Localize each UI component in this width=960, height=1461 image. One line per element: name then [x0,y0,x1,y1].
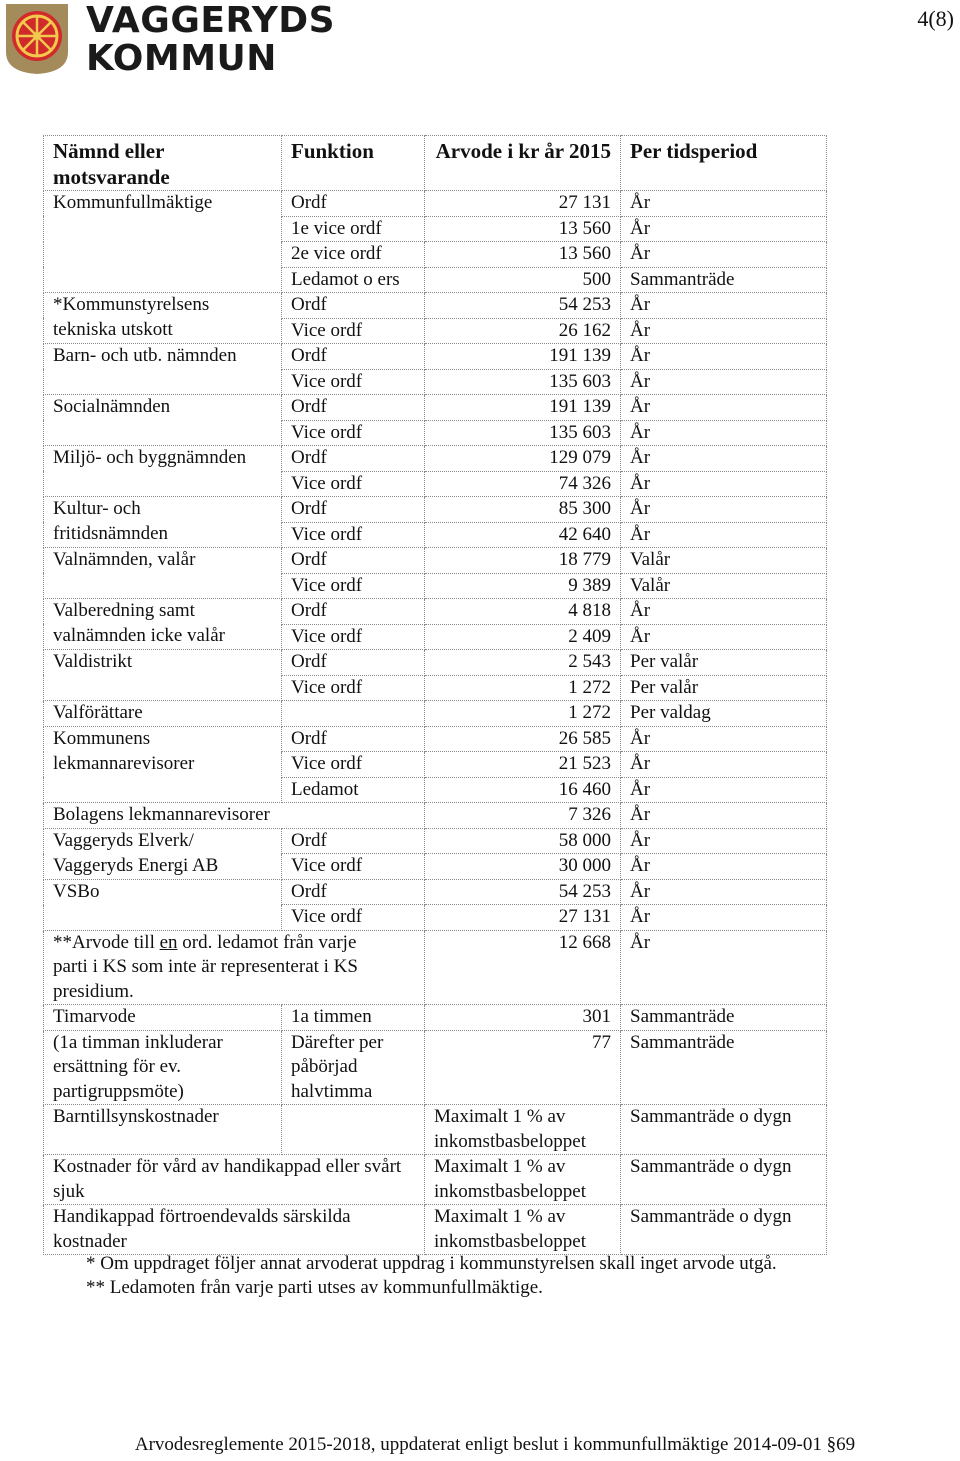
cell-function: Vice ordf [282,573,425,599]
cell-fee: 135 603 [425,420,621,446]
cell-fee: 13 560 [425,242,621,268]
cell-function: Ordf [282,191,425,217]
table-row [44,930,827,1005]
cell-fee: 30 000 [425,854,621,880]
table-row [44,854,827,880]
cell-fee: 54 253 [425,293,621,319]
cell-fee: 26 585 [425,726,621,752]
cell-body: Valförättare [44,701,282,727]
cell-fee: 129 079 [425,446,621,472]
cell-period: År [621,752,827,778]
cell-function: Ordf [282,497,425,523]
cell-fee: 21 523 [425,752,621,778]
cell-body [44,216,282,242]
page-footer: Arvodesreglemente 2015-2018, uppdaterat enligt beslut i kommunfullmäktige 2014-09-01 §69 [134,1434,856,1455]
table-row [44,650,827,676]
cell-period: År [621,216,827,242]
cell-function: 1e vice ordf [282,216,425,242]
table-row [44,446,827,472]
logo-line-2: KOMMUN [86,38,277,79]
cell-fee: 18 779 [425,548,621,574]
cell-function: Ordf [282,548,425,574]
cell-period: År [621,191,827,217]
cell-period: År [621,854,827,880]
cell-fee: 26 162 [425,318,621,344]
cell-period: Sammanträde o dygn [621,1105,827,1155]
cell-body: lekmannarevisorer [44,752,282,778]
cell-function: 1a timmen [282,1005,425,1031]
cell-period: Sammanträde o dygn [621,1205,827,1255]
cell-period: År [621,777,827,803]
table-row [44,471,827,497]
cell-fee: 27 131 [425,191,621,217]
cell-function: Ordf [282,293,425,319]
cell-fee: 58 000 [425,828,621,854]
cell-fee: 54 253 [425,879,621,905]
cell-function: Ledamot o ers [282,267,425,293]
cell-body: Handikappad förtroendevalds särskilda kostnader [44,1205,425,1255]
footnote-1: * Om uppdraget följer annat arvoderat uppdrag i kommunstyrelsen skall inget arvode utgå. [86,1253,777,1274]
cell-period: År [621,318,827,344]
cell-function: Ordf [282,599,425,625]
cell-period: År [621,803,827,829]
cell-period: År [621,726,827,752]
table-row [44,599,827,625]
cell-body [44,420,282,446]
cell-period: År [621,905,827,931]
cell-body [44,675,282,701]
table-header-row [44,136,827,191]
table-row [44,369,827,395]
cell-period: År [621,395,827,421]
table-row [44,395,827,421]
table-row [44,420,827,446]
cell-body: VSBo [44,879,282,905]
cell-function: Ordf [282,828,425,854]
table-row [44,267,827,293]
cell-fee: 13 560 [425,216,621,242]
cell-body-underlined: en [159,931,178,953]
cell-function: Vice ordf [282,854,425,880]
cell-fee: 191 139 [425,344,621,370]
cell-period: År [621,624,827,650]
page-number: 4(8) [917,6,954,31]
cell-fee: 500 [425,267,621,293]
cell-function: Vice ordf [282,420,425,446]
cell-fee: 191 139 [425,395,621,421]
fee-table [43,135,827,1255]
cell-body: Kostnader för vård av handikappad eller svårt sjuk [44,1155,425,1205]
cell-function [282,1105,425,1155]
cell-fee: 301 [425,1005,621,1031]
table-row [44,701,827,727]
cell-function: Vice ordf [282,471,425,497]
cell-period: Sammanträde [621,1030,827,1105]
cell-body [44,369,282,395]
cell-period: År [621,879,827,905]
cell-body: Kultur- och [44,497,282,523]
cell-body: Socialnämnden [44,395,282,421]
cell-fee: 27 131 [425,905,621,931]
cell-function: Ordf [282,395,425,421]
cell-body [44,267,282,293]
cell-period: År [621,369,827,395]
cell-function: Ledamot [282,777,425,803]
cell-period: Valår [621,573,827,599]
table-row [44,1155,827,1205]
cell-period: År [621,522,827,548]
table-row [44,726,827,752]
footnote-2: ** Ledamoten från varje parti utses av kommunfullmäktige. [86,1277,543,1298]
cell-function: Vice ordf [282,318,425,344]
cell-fee: 1 272 [425,701,621,727]
cell-fee: 12 668 [425,930,621,1005]
cell-period: År [621,930,827,1005]
cell-function: Ordf [282,650,425,676]
cell-fee: 9 389 [425,573,621,599]
cell-period: År [621,446,827,472]
table-row [44,1005,827,1031]
table-row [44,1030,827,1105]
cell-period: Per valår [621,650,827,676]
cell-period: Valår [621,548,827,574]
cell-function [282,701,425,727]
cell-period: År [621,293,827,319]
cell-fee: 4 818 [425,599,621,625]
cell-function: Vice ordf [282,905,425,931]
cell-body: Barntillsynskostnader [44,1105,282,1155]
cell-body-prefix: **Arvode till [53,931,160,953]
cell-fee: 2 543 [425,650,621,676]
cell-body [44,905,282,931]
cell-body: Kommunfullmäktige [44,191,282,217]
cell-fee: 74 326 [425,471,621,497]
table-row [44,1205,827,1255]
cell-period: Per valdag [621,701,827,727]
table-row [44,573,827,599]
cell-body [44,573,282,599]
cell-fee: 2 409 [425,624,621,650]
cell-body: (1a timman inkluderar ersättning för ev. partigruppsmöte) [44,1030,282,1105]
cell-fee: Maximalt 1 % av inkomstbasbeloppet [425,1205,621,1255]
cell-period: Sammanträde [621,1005,827,1031]
cell-function: Ordf [282,726,425,752]
header-function: Funktion [282,136,425,191]
cell-function: Ordf [282,344,425,370]
cell-fee: 135 603 [425,369,621,395]
cell-body: Kommunens [44,726,282,752]
cell-fee: 77 [425,1030,621,1105]
cell-function: Ordf [282,879,425,905]
cell-body: Valnämnden, valår [44,548,282,574]
cell-body: *Kommunstyrelsens [44,293,282,319]
cell-period: År [621,828,827,854]
table-row [44,522,827,548]
cell-body: Timarvode [44,1005,282,1031]
cell-period: År [621,471,827,497]
header-period: Per tidsperiod [621,136,827,191]
cell-fee: 42 640 [425,522,621,548]
cell-body: Bolagens lekmannarevisorer [44,803,425,829]
table-row [44,242,827,268]
cell-function: Vice ordf [282,369,425,395]
table-row [44,191,827,217]
cell-body [44,930,425,1005]
cell-function: 2e vice ordf [282,242,425,268]
cell-period: År [621,420,827,446]
table-row [44,497,827,523]
table-row [44,1105,827,1155]
cell-period: År [621,599,827,625]
cell-body: Valdistrikt [44,650,282,676]
cell-period: Per valår [621,675,827,701]
cell-period: Sammanträde [621,267,827,293]
cell-body [44,777,282,803]
cell-body: tekniska utskott [44,318,282,344]
table-row [44,828,827,854]
table-row [44,879,827,905]
table-row [44,318,827,344]
wheel-emblem-icon [4,2,70,76]
logo-line-1: VAGGERYDS [86,0,336,41]
table-row [44,803,827,829]
cell-function: Därefter per påbörjad halvtimma [282,1030,425,1105]
municipality-logo [4,0,336,79]
cell-function: Vice ordf [282,624,425,650]
cell-fee: 1 272 [425,675,621,701]
cell-fee: 16 460 [425,777,621,803]
table-row [44,624,827,650]
cell-body: Vaggeryds Energi AB [44,854,282,880]
table-row [44,752,827,778]
cell-period: År [621,497,827,523]
cell-period: År [621,242,827,268]
cell-function: Vice ordf [282,752,425,778]
cell-body: Barn- och utb. nämnden [44,344,282,370]
cell-body: valnämnden icke valår [44,624,282,650]
cell-fee: 7 326 [425,803,621,829]
cell-period: År [621,344,827,370]
cell-body [44,242,282,268]
cell-fee: 85 300 [425,497,621,523]
cell-function: Vice ordf [282,522,425,548]
table-row [44,344,827,370]
cell-body: Miljö- och byggnämnden [44,446,282,472]
header-fee: Arvode i kr år 2015 [425,136,621,191]
cell-body: Valberedning samt [44,599,282,625]
footnotes [86,1252,777,1300]
table-row [44,216,827,242]
cell-body [44,471,282,497]
cell-period: Sammanträde o dygn [621,1155,827,1205]
table-row [44,548,827,574]
header-body: Nämnd eller motsvarande [44,136,282,191]
cell-fee: Maximalt 1 % av inkomstbasbeloppet [425,1105,621,1155]
table-row [44,905,827,931]
table-row [44,777,827,803]
table-row [44,675,827,701]
cell-function: Ordf [282,446,425,472]
table-row [44,293,827,319]
cell-body: Vaggeryds Elverk/ [44,828,282,854]
cell-function: Vice ordf [282,675,425,701]
cell-body: fritidsnämnden [44,522,282,548]
cell-body-suffix: ord. ledamot från varje parti i KS som inte är representerat i KS presidium. [53,931,358,1002]
cell-fee: Maximalt 1 % av inkomstbasbeloppet [425,1155,621,1205]
